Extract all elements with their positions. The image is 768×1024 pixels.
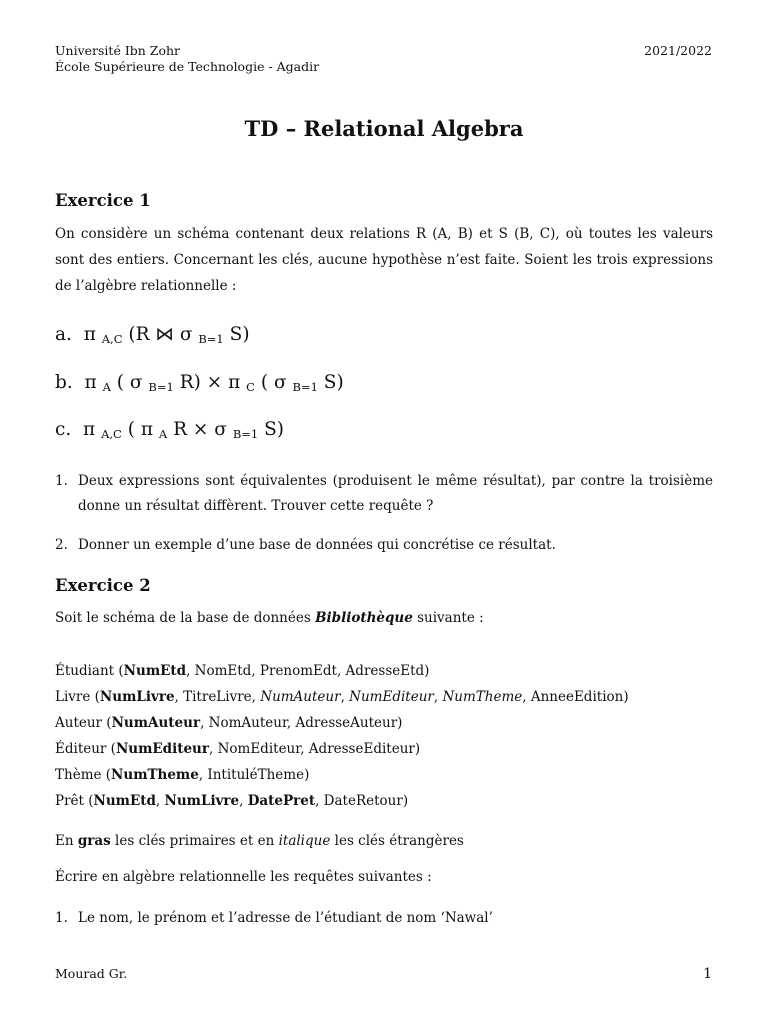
question-number: 2.	[55, 537, 68, 553]
exercise2-instruction: Écrire en algèbre relationnelle les requêtes suivantes :	[55, 869, 432, 885]
expr-label: c.	[55, 419, 72, 440]
relation-editeur: Éditeur (NumEditeur, NomEditeur, AdresseEditeur)	[55, 741, 421, 757]
question-text: Deux expressions sont équivalentes (produisent le même résultat), par contre la troisième donne un résultat diffèrent. Trouver cette requête ?	[78, 473, 713, 514]
expr-label: b.	[55, 372, 73, 393]
exercise2-question-1	[55, 906, 713, 931]
expression-c: c. π $_{A,C}$ ( π $_A$ R × σ $_{B=1}$ S)	[55, 419, 285, 441]
relation-schema	[55, 658, 629, 814]
exercise1-intro: On considère un schéma contenant deux relations R (A, B) et S (B, C), où toutes les valeurs sont des entiers. Concernant les clés, aucune hypothèse n’est faite. Soient les trois expressions de l’algèbre relationnelle :	[55, 226, 713, 294]
exercise2-intro: Soit le schéma de la base de données Bibliothèque suivante :	[55, 610, 484, 626]
expr-label: a.	[55, 324, 72, 345]
expression-b: b. π $_A$ ( σ $_{B=1}$ R) × π $_C$ ( σ $_{B=1}$ S)	[55, 372, 344, 394]
database-name: Bibliothèque	[315, 610, 413, 626]
university-name: Université Ibn Zohr	[55, 43, 181, 58]
page-title: TD – Relational Algebra	[244, 116, 524, 141]
relation-pret: Prêt (NumEtd, NumLivre, DatePret, DateRetour)	[55, 793, 409, 809]
expression-a: a. π $_{A,C}$ (R ⋈ σ $_{B=1}$ S)	[55, 324, 250, 346]
exercise2-heading: Exercice 2	[55, 576, 151, 595]
question-text: Donner un exemple d’une base de données qui concrétise ce résultat.	[78, 537, 556, 553]
relation-livre: Livre (NumLivre, TitreLivre, NumAuteur, NumEditeur, NumTheme, AnneeEdition)	[55, 689, 629, 705]
exercise1-question-1	[55, 469, 713, 519]
question-number: 1.	[55, 910, 68, 926]
page-number: 1	[703, 966, 712, 982]
exercise1-heading: Exercice 1	[55, 191, 151, 210]
relation-auteur: Auteur (NumAuteur, NomAuteur, AdresseAuteur)	[55, 715, 403, 731]
exercise1-question-2	[55, 533, 713, 558]
relation-etudiant: Étudiant (NumEtd, NomEtd, PrenomEdt, AdresseEtd)	[55, 663, 430, 679]
question-number: 1.	[55, 473, 68, 489]
footer-author: Mourad Gr.	[55, 966, 128, 981]
question-text: Le nom, le prénom et l’adresse de l’étudiant de nom ‘Nawal’	[78, 910, 493, 926]
school-name: École Supérieure de Technologie - Agadir	[55, 59, 320, 74]
relation-theme: Thème (NumTheme, IntituléTheme)	[55, 767, 310, 783]
key-legend: En gras les clés primaires et en italique les clés étrangères	[55, 833, 464, 849]
academic-year: 2021/2022	[644, 43, 712, 58]
header-left	[55, 43, 319, 75]
